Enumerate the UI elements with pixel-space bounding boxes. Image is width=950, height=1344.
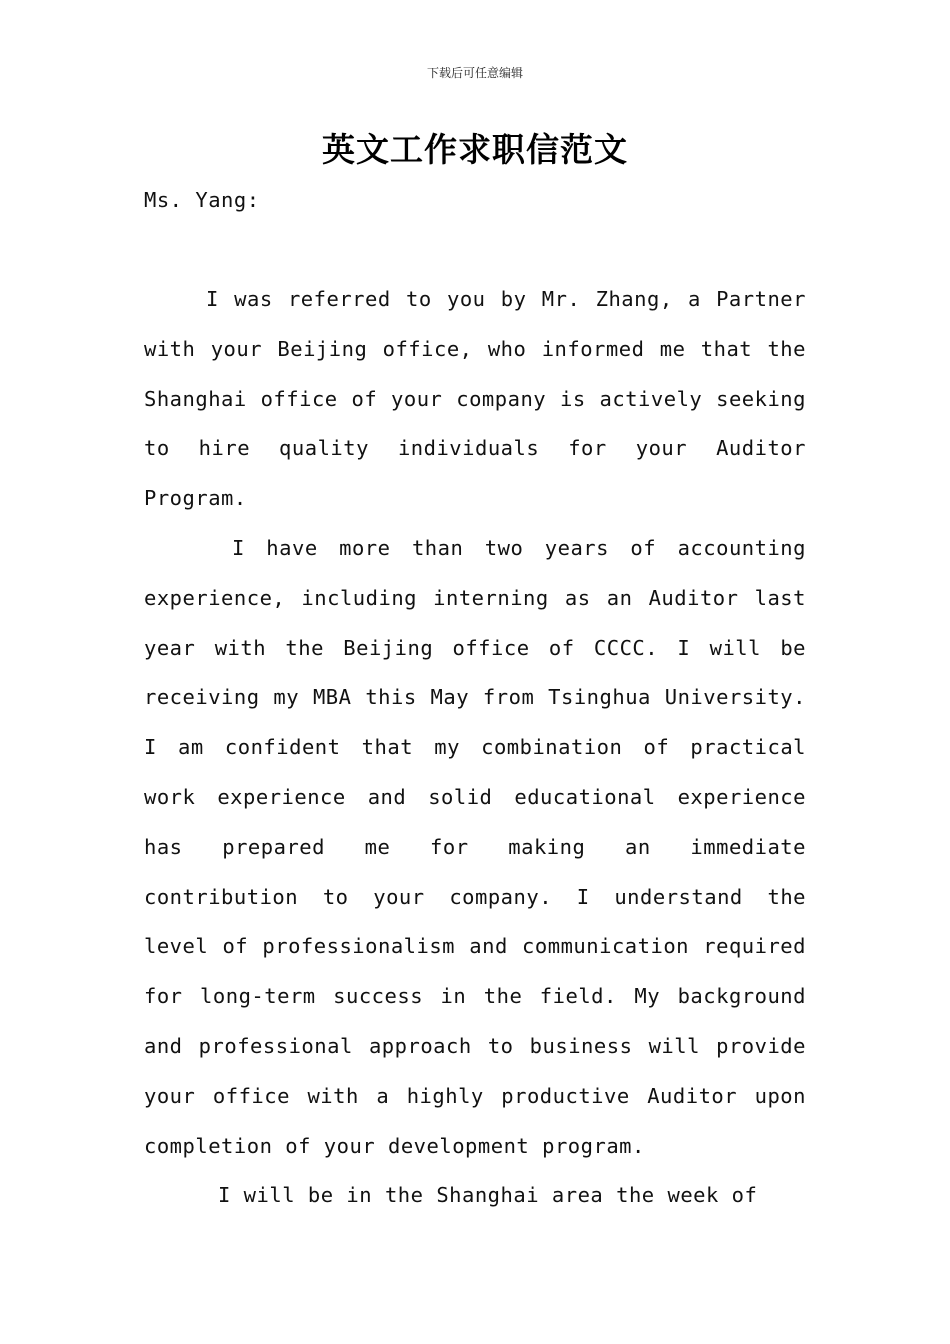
body-paragraph-1: I was referred to you by Mr. Zhang, a Partner with your Beijing office, who informed me that the Shanghai office of your company is actively seeking to hire quality individuals for your Auditor Program. <box>144 287 806 511</box>
header-note: 下载后可任意编辑 <box>426 66 523 80</box>
body-paragraph-2: I have more than two years of accounting experience, including interning as an Auditor last year with the Beijing office of CCCC. I will be receiving my MBA this May from Tsinghua University. I am confident that my combination of practical work experience and solid educational experience has prepared me for making an immediate contribution to your company. I understand the level of professionalism and communication required for long-term success in the field. My background and professional approach to business will provide your office with a highly productive Auditor upon completion of your development program. <box>144 536 806 1158</box>
document-title: 英文工作求职信范文 <box>322 130 628 169</box>
body-paragraph-3: I will be in the Shanghai area the week of <box>218 1183 758 1207</box>
salutation: Ms. Yang: <box>144 188 260 212</box>
